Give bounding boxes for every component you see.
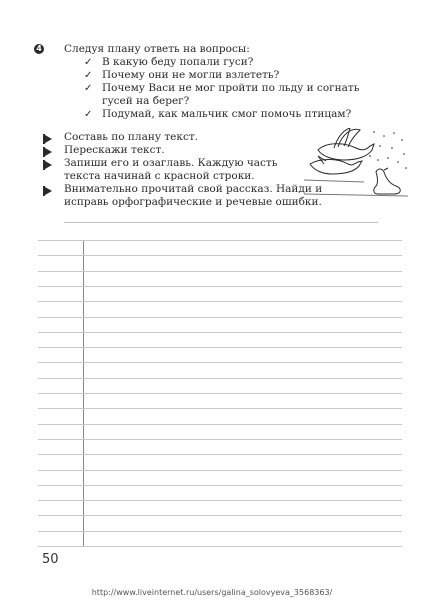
ruled-line — [38, 424, 402, 425]
instruction-3-continued: текста начинай с красной строки. — [64, 170, 255, 182]
ruled-line — [38, 546, 402, 547]
ruled-line — [38, 454, 402, 455]
ruled-line — [38, 485, 402, 486]
watermark-url: http://www.liveinternet.ru/users/galina_solovyeva_3568363/ — [91, 588, 333, 597]
answer-line — [64, 222, 378, 223]
arrow-bullet-icon — [45, 161, 52, 169]
arrow-bullet-icon — [45, 187, 52, 195]
geese-on-ice-illustration — [304, 128, 408, 202]
question-1: В какую беду попали гуси? — [102, 56, 254, 68]
ruled-line — [38, 317, 402, 318]
check-icon: ✓ — [84, 57, 93, 68]
ruled-line — [38, 378, 402, 379]
ruled-line — [38, 470, 402, 471]
task-heading: Следуя плану ответь на вопросы: — [64, 43, 250, 55]
ruled-line — [38, 255, 402, 256]
ruled-line — [38, 439, 402, 440]
ruled-line — [38, 531, 402, 532]
check-icon: ✓ — [84, 83, 93, 94]
instruction-3: Запиши его и озаглавь. Каждую часть — [64, 157, 278, 169]
ruled-line — [38, 408, 402, 409]
ruled-line — [38, 393, 402, 394]
question-3-continued: гусей на берег? — [102, 95, 190, 107]
ruled-writing-area — [38, 240, 402, 546]
ruled-line — [38, 347, 402, 348]
check-icon: ✓ — [84, 109, 93, 120]
ruled-line — [38, 240, 402, 241]
task-number-badge: 4 — [34, 44, 44, 54]
ruled-line — [38, 362, 402, 363]
instruction-4: Внимательно прочитай свой рассказ. Найди и — [64, 183, 323, 195]
question-2: Почему они не могли взлететь? — [102, 69, 280, 81]
ruled-line — [38, 332, 402, 333]
question-3: Почему Васи не мог пройти по льду и согнать — [102, 82, 360, 94]
ruled-line — [38, 500, 402, 501]
instruction-2: Перескажи текст. — [64, 144, 165, 156]
arrow-bullet-icon — [45, 148, 52, 156]
instruction-1: Составь по плану текст. — [64, 131, 198, 143]
ruled-line — [38, 286, 402, 287]
page-number: 50 — [42, 552, 59, 567]
ruled-line — [38, 515, 402, 516]
ruled-line — [38, 301, 402, 302]
arrow-bullet-icon — [45, 135, 52, 143]
question-4: Подумай, как мальчик смог помочь птицам? — [102, 108, 352, 120]
instruction-4-continued: исправь орфографические и речевые ошибки. — [64, 196, 322, 208]
check-icon: ✓ — [84, 70, 93, 81]
ruled-line — [38, 271, 402, 272]
